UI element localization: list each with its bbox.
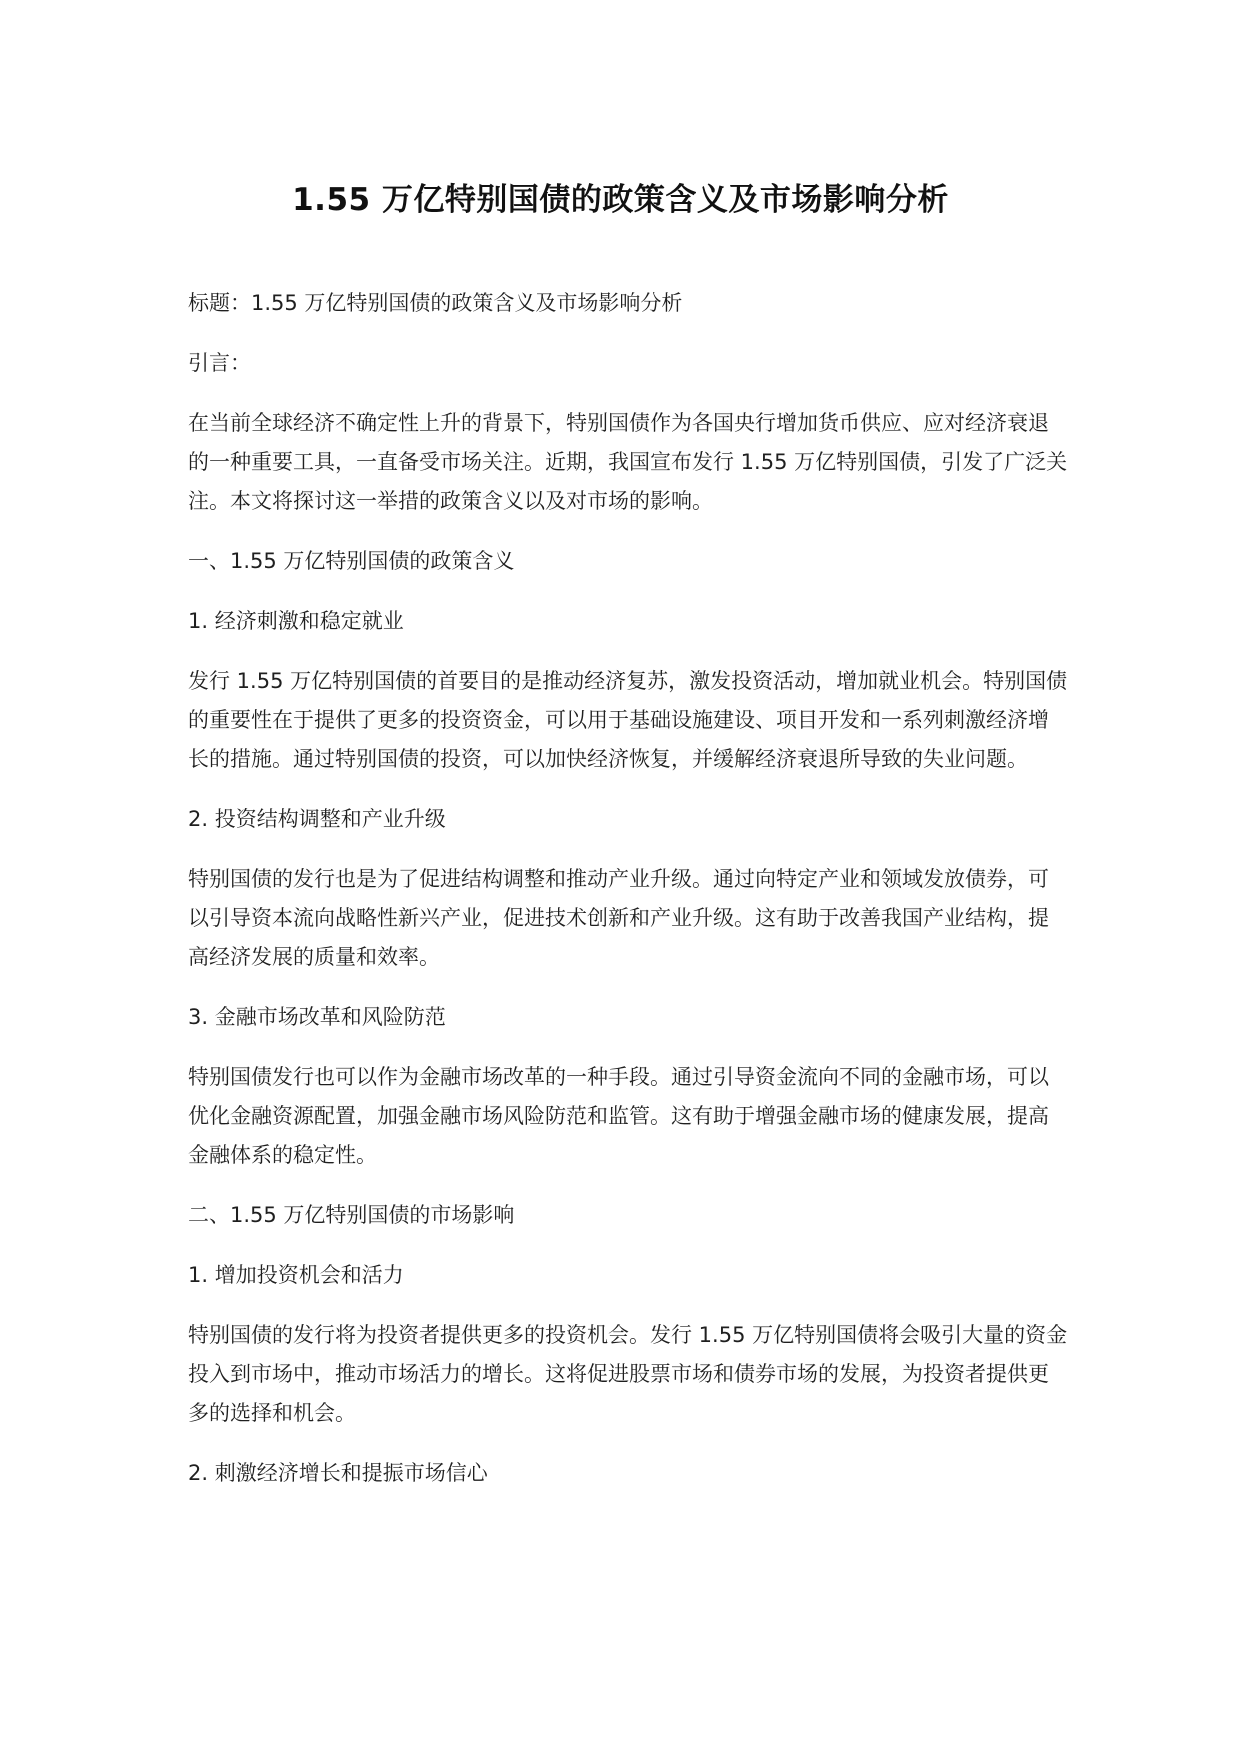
paragraph-1-2: 特别国债的发行也是为了促进结构调整和推动产业升级。通过向特定产业和领域发放债券，可以引导资本流向战略性新兴产业，促进技术创新和产业升级。这有助于改善我国产业结构，提高经济发展的质量和效率。 bbox=[188, 867, 1049, 969]
subsection-heading-1-3: 3. 金融市场改革和风险防范 bbox=[188, 1005, 446, 1029]
document-body bbox=[188, 284, 1068, 1514]
paragraph-1-1: 发行 1.55 万亿特别国债的首要目的是推动经济复苏，激发投资活动，增加就业机会。特别国债的重要性在于提供了更多的投资资金，可以用于基础设施建设、项目开发和一系列刺激经济增长的措施。通过特别国债的投资，可以加快经济恢复，并缓解经济衰退所导致的失业问题。 bbox=[188, 669, 1068, 771]
paragraph-1-3: 特别国债发行也可以作为金融市场改革的一种手段。通过引导资金流向不同的金融市场，可以优化金融资源配置，加强金融市场风险防范和监管。这有助于增强金融市场的健康发展，提高金融体系的稳定性。 bbox=[188, 1065, 1049, 1167]
paragraph-intro-text: 在当前全球经济不确定性上升的背景下，特别国债作为各国央行增加货币供应、应对经济衰退的一种重要工具，一直备受市场关注。近期，我国宣布发行 1.55 万亿特别国债，引发了广泛关注。本文将探讨这一举措的政策含义以及对市场的影响。 bbox=[188, 411, 1068, 513]
document-title: 1.55 万亿特别国债的政策含义及市场影响分析 bbox=[292, 182, 949, 218]
section-heading-2: 二、1.55 万亿特别国债的市场影响 bbox=[188, 1203, 515, 1227]
subsection-heading-1-2: 2. 投资结构调整和产业升级 bbox=[188, 807, 446, 831]
section-heading-1: 一、1.55 万亿特别国债的政策含义 bbox=[188, 549, 515, 573]
subsection-heading-1-1: 1. 经济刺激和稳定就业 bbox=[188, 609, 404, 633]
paragraph-heading-label: 标题：1.55 万亿特别国债的政策含义及市场影响分析 bbox=[188, 291, 683, 315]
subsection-heading-2-1: 1. 增加投资机会和活力 bbox=[188, 1263, 404, 1287]
subsection-heading-2-2: 2. 刺激经济增长和提振市场信心 bbox=[188, 1461, 488, 1485]
paragraph-intro-label: 引言： bbox=[188, 351, 251, 375]
paragraph-2-1: 特别国债的发行将为投资者提供更多的投资机会。发行 1.55 万亿特别国债将会吸引大量的资金投入到市场中，推动市场活力的增长。这将促进股票市场和债券市场的发展，为投资者提供更多的选择和机会。 bbox=[188, 1323, 1068, 1425]
